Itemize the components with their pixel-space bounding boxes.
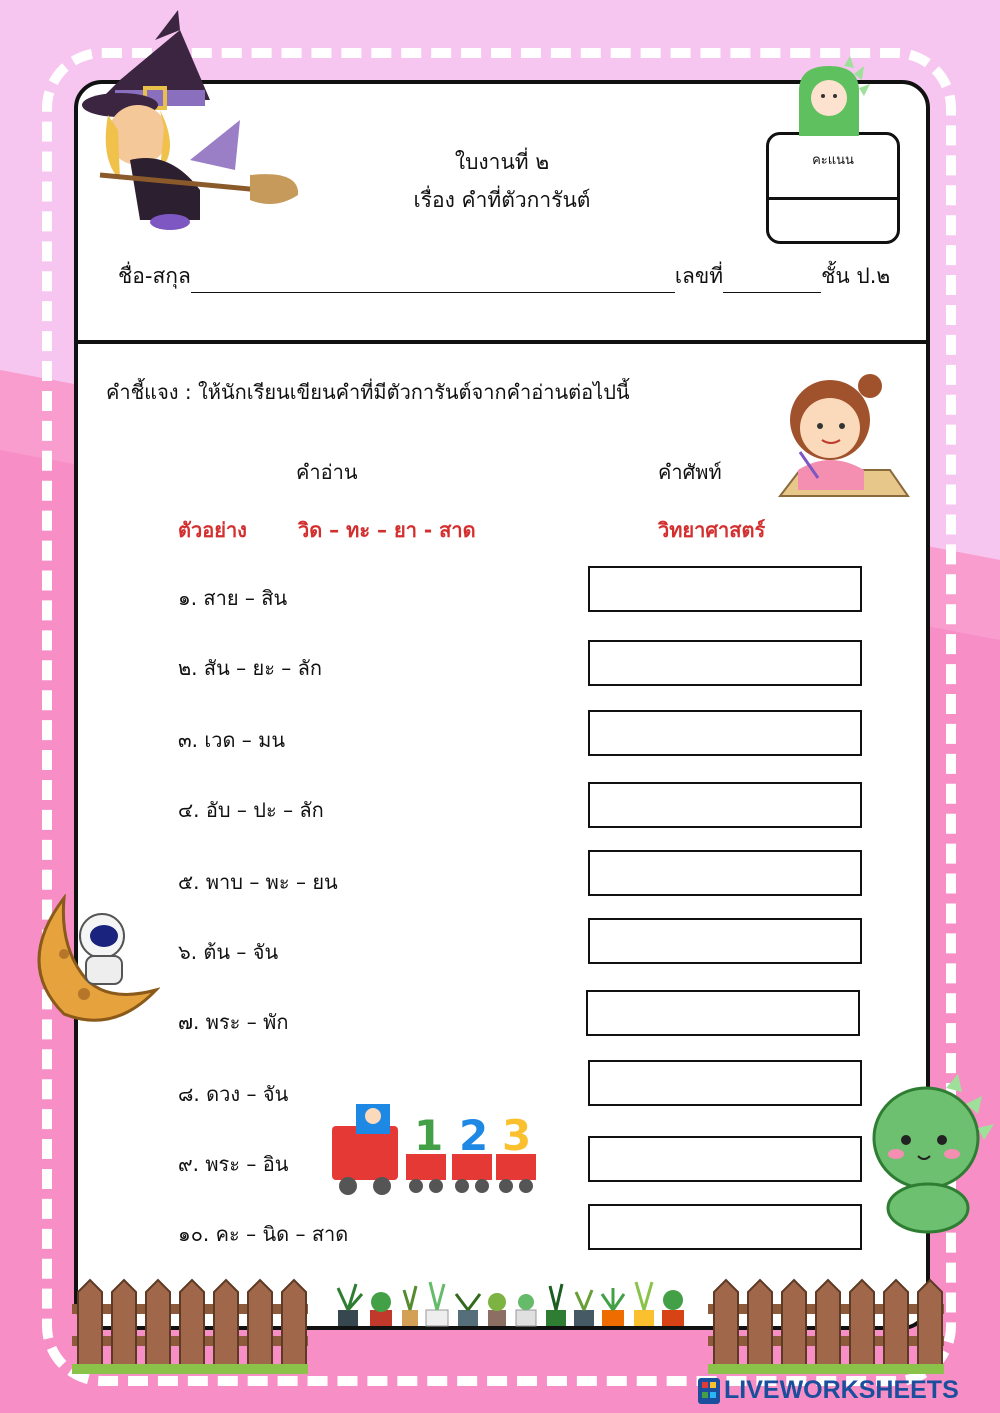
item-reading-4: ๔. อับ – ปะ – ลัก — [178, 798, 324, 822]
answer-box-2[interactable] — [588, 640, 862, 686]
girl-writing-illustration — [760, 370, 910, 500]
column-word-header: คำศัพท์ — [658, 460, 722, 484]
green-dinosaur-illustration — [866, 1074, 998, 1234]
example-label: ตัวอย่าง — [178, 518, 247, 542]
train-number-3: 3 — [502, 1111, 532, 1160]
answer-box-4[interactable] — [588, 782, 862, 828]
item-reading-7: ๗. พระ – พัก — [178, 1010, 289, 1034]
number-train-illustration — [324, 1086, 540, 1200]
answer-box-3[interactable] — [588, 710, 862, 756]
answer-box-9[interactable] — [588, 1136, 862, 1182]
fence-right-illustration — [708, 1276, 944, 1376]
astronaut-on-moon-illustration — [24, 894, 160, 1034]
answer-box-7[interactable] — [586, 990, 860, 1036]
answer-box-1[interactable] — [588, 566, 862, 612]
name-field[interactable] — [191, 270, 675, 293]
example-reading: วิด – ทะ – ยา - สาด — [298, 518, 476, 542]
fence-left-illustration — [72, 1276, 308, 1376]
potted-plants-illustration — [330, 1276, 690, 1328]
answer-box-10[interactable] — [588, 1204, 862, 1250]
liveworksheets-watermark[interactable]: LIVEWORKSHEETS — [724, 1376, 959, 1404]
item-reading-9: ๙. พระ – อิน — [178, 1152, 289, 1176]
number-label: เลขที่ — [674, 264, 724, 288]
score-box — [766, 132, 900, 244]
answer-box-6[interactable] — [588, 918, 862, 964]
item-reading-3: ๓. เวด – มน — [178, 728, 286, 752]
liveworksheets-logo-icon — [698, 1378, 720, 1404]
header-divider — [78, 340, 926, 344]
example-answer: วิทยาศาสตร์ — [658, 518, 766, 542]
name-label: ชื่อ-สกุล — [118, 264, 191, 288]
item-reading-2: ๒. สัน – ยะ – ลัก — [178, 656, 323, 680]
answer-box-5[interactable] — [588, 850, 862, 896]
witch-illustration — [60, 10, 310, 240]
worksheet-topic: เรื่อง คำที่ตัวการันต์ — [413, 188, 591, 212]
student-info-row — [118, 260, 890, 293]
score-label: คะแนน — [812, 153, 854, 168]
train-number-2: 2 — [459, 1111, 489, 1160]
answer-box-8[interactable] — [588, 1060, 862, 1106]
train-number-1: 1 — [414, 1111, 444, 1160]
item-reading-10: ๑๐. คะ – นิด – สาด — [178, 1222, 349, 1246]
worksheet-title: ใบงานที่ ๒ — [454, 150, 550, 174]
item-reading-5: ๕. พาบ – พะ – ยน — [178, 870, 338, 894]
item-reading-6: ๖. ต้น – จัน — [178, 940, 279, 964]
score-divider — [769, 197, 897, 200]
class-label: ชั้น ป.๒ — [821, 264, 891, 288]
dinosaur-costume-kid-illustration — [784, 56, 874, 142]
column-reading-header: คำอ่าน — [296, 460, 358, 484]
item-reading-1: ๑. สาย – สิน — [178, 586, 288, 610]
number-field[interactable] — [723, 270, 821, 293]
item-reading-8: ๘. ดวง – จัน — [178, 1082, 289, 1106]
instructions: คำชี้แจง : ให้นักเรียนเขียนคำที่มีตัวการันต์จากคำอ่านต่อไปนี้ — [106, 380, 630, 404]
